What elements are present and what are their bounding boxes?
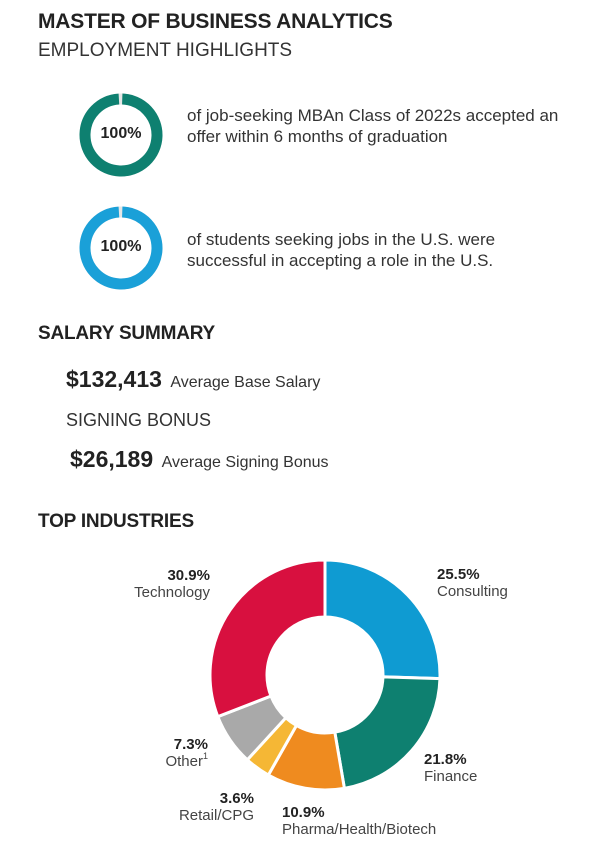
label-finance [424, 751, 477, 785]
page-title: MASTER OF BUSINESS ANALYTICS [38, 10, 393, 33]
label-pharma [282, 804, 436, 838]
cat-retail: Retail/CPG [178, 807, 254, 824]
signing-bonus-label: Average Signing Bonus [161, 454, 329, 471]
highlight-text-1: of job-seeking MBAn Class of 2022s accepted an offer within 6 months of graduation [187, 106, 559, 146]
pct-technology: 30.9% [167, 567, 210, 584]
cat-technology: Technology [134, 584, 210, 601]
signing-bonus-row [70, 446, 329, 473]
signing-bonus-value: $26,189 [70, 446, 154, 472]
highlight-1 [78, 92, 164, 183]
donut-slice-consulting [325, 560, 440, 679]
donut-slice-technology [210, 560, 325, 717]
pct-other: 7.3% [173, 736, 208, 753]
pct-pharma: 10.9% [282, 804, 325, 821]
cat-other-text: Other [165, 753, 203, 770]
base-salary-row [66, 366, 320, 393]
signing-bonus-heading: SIGNING BONUS [66, 410, 212, 430]
label-consulting [437, 566, 508, 600]
pct-finance: 21.8% [424, 751, 467, 768]
highlight-value-1: 100% [100, 125, 142, 142]
highlight-2 [78, 205, 164, 296]
highlight-value-2: 100% [100, 238, 142, 255]
pct-consulting: 25.5% [437, 566, 480, 583]
label-retail [166, 790, 254, 824]
cat-pharma: Pharma/Health/Biotech [282, 821, 437, 838]
other-footnote-mark: 1 [202, 751, 208, 761]
cat-other [120, 753, 208, 770]
label-other [120, 736, 208, 770]
pct-retail: 3.6% [219, 790, 254, 807]
industries-heading: TOP INDUSTRIES [38, 511, 194, 532]
cat-finance: Finance [424, 768, 478, 785]
base-salary-value: $132,413 [66, 366, 162, 392]
cat-consulting: Consulting [437, 583, 508, 600]
industries-donut-chart [200, 550, 450, 800]
page-subtitle: EMPLOYMENT HIGHLIGHTS [38, 40, 293, 61]
base-salary-label: Average Base Salary [170, 374, 321, 391]
salary-heading: SALARY SUMMARY [38, 323, 216, 344]
highlight-text-2: of students seeking jobs in the U.S. were successful in accepting a role in the U.S. [187, 230, 496, 270]
label-technology [110, 567, 210, 601]
